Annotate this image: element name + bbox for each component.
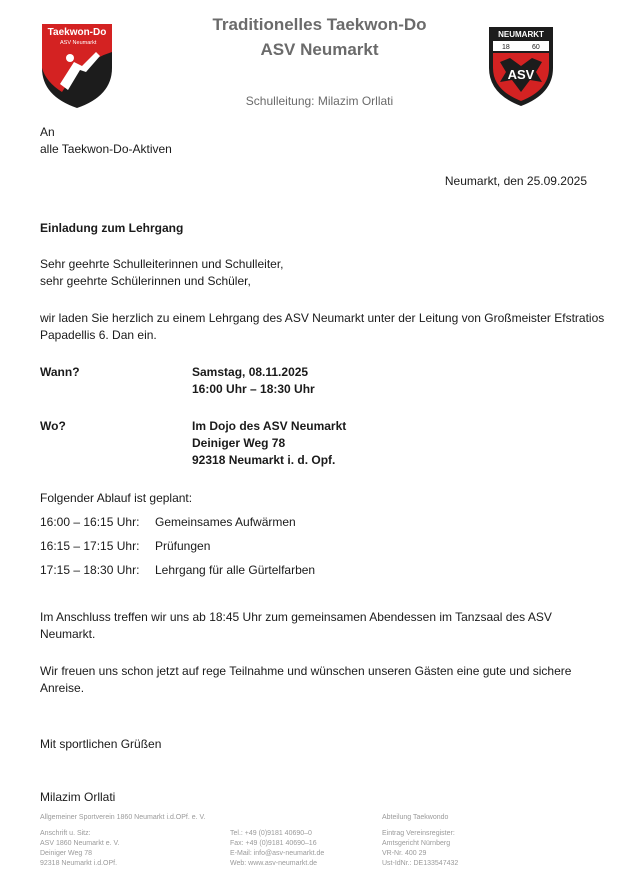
crest-center-text: ASV <box>507 67 535 82</box>
when-time: 16:00 Uhr – 18:30 Uhr <box>192 382 315 396</box>
salutation-line2: sehr geehrte Schülerinnen und Schüler, <box>40 274 251 288</box>
place-date: Neumarkt, den 25.09.2025 <box>444 174 587 188</box>
dinner-line1: Im Anschluss treffen wir uns ab 18:45 Uhr zum gemeinsamen Abendessen im Tanzsaal des ASV <box>40 610 552 624</box>
subject: Einladung zum Lehrgang <box>40 221 184 235</box>
footer-address-line: Deiniger Weg 78 <box>40 850 93 857</box>
schedule-time-3: 17:15 – 18:30 Uhr: <box>40 563 140 577</box>
footer-registry-line: Amtsgericht Nürnberg <box>382 840 451 847</box>
closing-wish-line1: Wir freuen uns schon jetzt auf rege Teilnahme und wünschen unseren Gästen eine gute und sichere <box>40 664 572 678</box>
footer-registry-line: Ust-IdNr.: DE133547432 <box>382 860 459 867</box>
schedule-time-1: 16:00 – 16:15 Uhr: <box>40 515 140 529</box>
where-label: Wo? <box>40 419 66 433</box>
where-line1: Im Dojo des ASV Neumarkt <box>192 419 347 433</box>
footer-fax: Fax: +49 (0)9181 40690–16 <box>230 840 317 847</box>
school-leader-line: Schulleitung: Milazim Orllati <box>245 94 394 108</box>
intro-line1: wir laden Sie herzlich zu einem Lehrgang des ASV Neumarkt unter der Leitung von Großmeister Efstratios <box>40 311 605 325</box>
footer-address-line: ASV 1860 Neumarkt e. V. <box>40 840 120 847</box>
footer-email: E-Mail: info@asv-neumarkt.de <box>230 850 325 857</box>
dinner-line2: Neumarkt. <box>40 627 96 641</box>
footer-address-line: 92318 Neumarkt i.d.OPf. <box>40 860 118 867</box>
when-label: Wann? <box>40 365 80 379</box>
footer-registry-line: VR-Nr. 400 29 <box>382 850 427 857</box>
where-line3: 92318 Neumarkt i. d. Opf. <box>192 453 336 467</box>
footer-address <box>40 829 120 869</box>
schedule-activity-2: Prüfungen <box>155 539 211 553</box>
letter-title-line2: ASV Neumarkt <box>260 40 379 59</box>
footer-web: Web: www.asv-neumarkt.de <box>230 860 318 867</box>
crest-top-text: NEUMARKT <box>498 30 544 39</box>
logo-left-line1: Taekwon-Do <box>47 27 107 38</box>
footer-phone: Tel.: +49 (0)9181 40690–0 <box>230 830 312 837</box>
signature: Milazim Orllati <box>40 790 116 804</box>
when-date: Samstag, 08.11.2025 <box>192 365 309 379</box>
schedule-activity-3: Lehrgang für alle Gürtelfarben <box>155 563 316 577</box>
where-line2: Deiniger Weg 78 <box>192 436 286 450</box>
intro-line2: Papadellis 6. Dan ein. <box>40 328 157 342</box>
closing-wish-line2: Anreise. <box>40 681 85 695</box>
footer-address-line: Anschrift u. Sitz: <box>40 830 91 837</box>
logo-left-line2: ASV Neumarkt <box>60 40 97 46</box>
footer-registry-line: Eintrag Vereinsregister: <box>382 830 455 837</box>
footer-department: Abteilung Taekwondo <box>382 814 449 821</box>
salutation-line1: Sehr geehrte Schulleiterinnen und Schulleiter, <box>40 257 284 271</box>
footer-registry <box>382 829 458 869</box>
recipient-line1: An <box>40 125 55 139</box>
footer-org: Allgemeiner Sportverein 1860 Neumarkt i.d.OPf. e. V. <box>40 814 206 821</box>
recipient-line2: alle Taekwon-Do-Aktiven <box>40 142 172 156</box>
crest-year-right: 60 <box>532 44 540 51</box>
crest-year-left: 18 <box>502 44 510 51</box>
schedule-activity-1: Gemeinsames Aufwärmen <box>155 515 296 529</box>
regards: Mit sportlichen Grüßen <box>40 737 162 751</box>
letter-title-line1: Traditionelles Taekwon-Do <box>212 15 427 34</box>
schedule-heading: Folgender Ablauf ist geplant: <box>40 491 193 505</box>
schedule-time-2: 16:15 – 17:15 Uhr: <box>40 539 140 553</box>
footer-contact <box>230 829 324 869</box>
